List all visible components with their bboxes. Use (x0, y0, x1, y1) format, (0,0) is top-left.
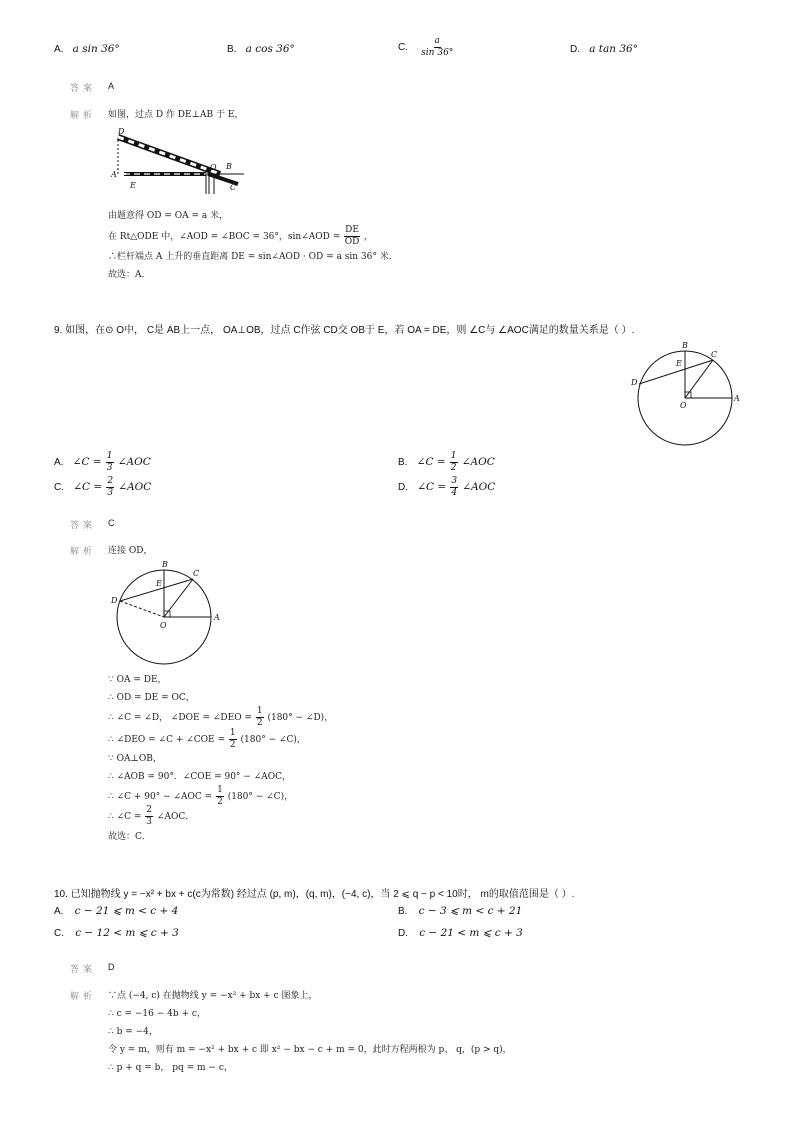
fraction-numerator: a (434, 36, 440, 46)
label-e: E (156, 579, 162, 588)
q9-option-d[interactable] (398, 477, 495, 498)
line-text: ∴ ∠C + 90° − ∠AOC = (108, 792, 213, 802)
q10-option-a[interactable] (54, 905, 178, 917)
label-b: B (226, 162, 232, 171)
line-text: ∴ ∠DEO = ∠C + ∠COE = (108, 735, 226, 745)
label-o: O (160, 621, 167, 630)
option-letter: B. (227, 44, 237, 55)
option-letter: B. (398, 906, 408, 917)
fraction-denominator: 2 (229, 740, 236, 750)
q8-option-b[interactable] (227, 43, 295, 55)
option-fraction (450, 452, 458, 473)
q8-solution-label: 解析 (70, 110, 97, 120)
fraction-after: ， (363, 232, 373, 242)
option-letter: C. (398, 42, 408, 53)
fraction-numerator: 1 (217, 785, 223, 795)
fraction-numerator: 1 (450, 451, 457, 461)
dashed-od (120, 601, 164, 617)
fraction-denominator: 3 (107, 488, 114, 498)
q8-answer-label: 答案 (70, 83, 97, 93)
q10-solution-line-1: ∵点 (−4, c) 在抛物线 y = −x² + bx + c 图象上， (108, 991, 318, 1001)
q9-option-a[interactable] (54, 452, 151, 473)
q10-answer: D (108, 962, 115, 972)
option-text: a sin 36° (72, 43, 120, 55)
q10-solution-label: 解析 (70, 991, 97, 1001)
option-post: ∠AOC (117, 456, 151, 468)
fraction-numerator: 2 (107, 476, 114, 486)
fraction-denominator: 3 (106, 463, 113, 473)
half-fraction (216, 786, 224, 807)
option-post: ∠AOC (118, 481, 152, 493)
q8-solution-line-2: 由题意得 OD = OA = a 米， (108, 211, 229, 221)
q10-solution-line-2: ∴ c = −16 − 4b + c， (108, 1009, 206, 1019)
q8-solution-line-5: 故选：A． (108, 270, 151, 280)
option-letter: D. (398, 928, 408, 939)
label-b: B (682, 341, 688, 350)
option-post: ∠AOC (462, 481, 496, 493)
q9-option-b[interactable] (398, 452, 495, 473)
line-tail: ∠AOC． (156, 812, 195, 822)
label-e: E (676, 359, 682, 368)
option-pre: ∠C = (72, 456, 102, 468)
option-text: c − 21 < m ⩽ c + 3 (419, 927, 523, 939)
q10-solution-line-3: ∴ b = −4， (108, 1027, 158, 1037)
q9-solution-line-2: ∴ OD = DE = OC， (108, 693, 195, 703)
fraction-denominator: 2 (256, 718, 263, 728)
q8-option-d[interactable] (570, 43, 638, 55)
half-fraction (256, 707, 264, 728)
option-letter: A. (54, 44, 64, 55)
q9-solution-line-1: ∵ OA = DE， (108, 675, 167, 685)
q9-option-c[interactable] (54, 477, 151, 498)
label-b: B (162, 560, 168, 569)
label-a: A (734, 394, 740, 403)
q10-solution-line-4: 令 y = m，则有 m = −x² + bx + c 即 x² − bx − c + m = 0，此时方程两根为 p、 q，(p > q)， (108, 1045, 512, 1055)
q9-solution-line-8 (108, 806, 194, 827)
line-text: ∴ ∠C = (108, 812, 142, 822)
label-d: D (118, 127, 125, 136)
label-c: C (193, 569, 200, 578)
q9-answer: C (108, 518, 115, 528)
line-tail: (180° − ∠C)， (240, 735, 306, 745)
q9-solution-first-line: 连接 OD， (108, 546, 153, 556)
label-e: E (130, 181, 136, 190)
fraction-denominator: 2 (450, 463, 457, 473)
q9-solution-line-3 (108, 707, 333, 728)
label-a: A (214, 613, 220, 622)
q9-circle-figure (628, 338, 744, 448)
fraction-denominator: OD (344, 237, 360, 247)
fraction-denominator: sin 36° (421, 48, 454, 58)
label-o: O (680, 401, 687, 410)
option-pre: ∠C = (416, 456, 446, 468)
fraction-numerator: 1 (256, 706, 263, 716)
label-o: O (210, 163, 217, 172)
q9-solution-line-4 (108, 729, 306, 750)
q9-solution-line-5: ∵ OA⊥OB， (108, 754, 162, 764)
q8-answer: A (108, 81, 115, 91)
fraction-numerator: 3 (451, 476, 458, 486)
q9-solution-figure (108, 558, 228, 666)
q8-barrier-figure (108, 124, 253, 196)
fraction-denominator: 4 (451, 488, 458, 498)
fraction-numerator: 1 (229, 728, 236, 738)
q8-solution-line-4: ∴栏杆端点 A 上升的垂直距离 DE = sin∠AOD · OD = a sin 36° 米． (108, 252, 398, 262)
q10-option-c[interactable] (54, 927, 179, 939)
option-text: c − 21 ⩽ m < c + 4 (74, 905, 179, 917)
q10-answer-label: 答案 (70, 964, 97, 974)
option-post: ∠AOC (461, 456, 495, 468)
fraction-numerator: 2 (146, 805, 153, 815)
label-d: D (631, 378, 638, 387)
option-letter: C. (54, 928, 64, 939)
q9-solution-label: 解析 (70, 546, 97, 556)
option-pre: ∠C = (73, 481, 103, 493)
fraction-numerator: 1 (106, 451, 113, 461)
option-fraction (421, 37, 453, 58)
option-fraction (450, 477, 458, 498)
option-text: a tan 36° (589, 43, 638, 55)
option-text: c − 12 < m ⩽ c + 3 (75, 927, 179, 939)
option-letter: A. (54, 457, 64, 468)
sin-fraction (344, 226, 360, 247)
line-text: ∴ ∠C = ∠D， ∠DOE = ∠DEO = (108, 713, 252, 723)
q8-solution-line-1: 如图，过点 D 作 DE⊥AB 于 E， (108, 110, 244, 120)
option-text: a cos 36° (245, 43, 295, 55)
line-tail: (180° − ∠D)， (267, 713, 334, 723)
half-fraction (229, 729, 237, 750)
fraction-denominator: 2 (217, 797, 223, 807)
line-text: 在 Rt△ODE 中，∠AOD = ∠BOC = 36°，sin∠AOD = (108, 232, 341, 242)
line-tail: (180° − ∠C)， (227, 792, 294, 802)
option-text: c − 3 ⩽ m < c + 21 (418, 905, 523, 917)
q10-option-d[interactable] (398, 927, 523, 939)
fraction-denominator: 3 (146, 817, 153, 827)
q9-solution-line-7 (108, 786, 293, 807)
option-letter: D. (398, 482, 408, 493)
label-c: C (711, 350, 718, 359)
q10-solution-line-5: ∴ p + q = b， pq = m − c， (108, 1063, 233, 1073)
option-letter: C. (54, 482, 64, 493)
option-pre: ∠C = (417, 481, 447, 493)
q9-solution-line-9: 故选：C． (108, 832, 151, 842)
option-fraction (106, 477, 114, 498)
q10-stem: 10. 已知抛物线 y = −x² + bx + c(c为常数) 经过点 (p, m)，(q, m)，(−4, c)，当 2 ⩽ q − p < 10时， m的取值范围是（ ）. (54, 889, 575, 900)
option-letter: D. (570, 44, 580, 55)
option-fraction (106, 452, 114, 473)
q8-solution-line-3 (108, 226, 373, 247)
label-d: D (111, 596, 118, 605)
q8-option-a[interactable] (54, 43, 120, 55)
q9-solution-line-6: ∴ ∠AOB = 90°．∠COE = 90° − ∠AOC， (108, 772, 291, 782)
label-c: C (230, 183, 237, 192)
fraction-numerator: DE (345, 225, 359, 235)
label-a: A (111, 170, 117, 179)
q9-stem: 9. 如图，在⊙ O中， C是 AB上一点， OA⊥OB，过点 C作弦 CD交 OB于 E，若 OA = DE，则 ∠C与 ∠AOC满足的数量关系是（ ）. (54, 325, 635, 336)
two-thirds-fraction (145, 806, 153, 827)
option-letter: A. (54, 906, 64, 917)
q9-answer-label: 答案 (70, 520, 97, 530)
q10-option-b[interactable] (398, 905, 522, 917)
option-letter: B. (398, 457, 408, 468)
q8-option-c[interactable] (398, 37, 454, 58)
